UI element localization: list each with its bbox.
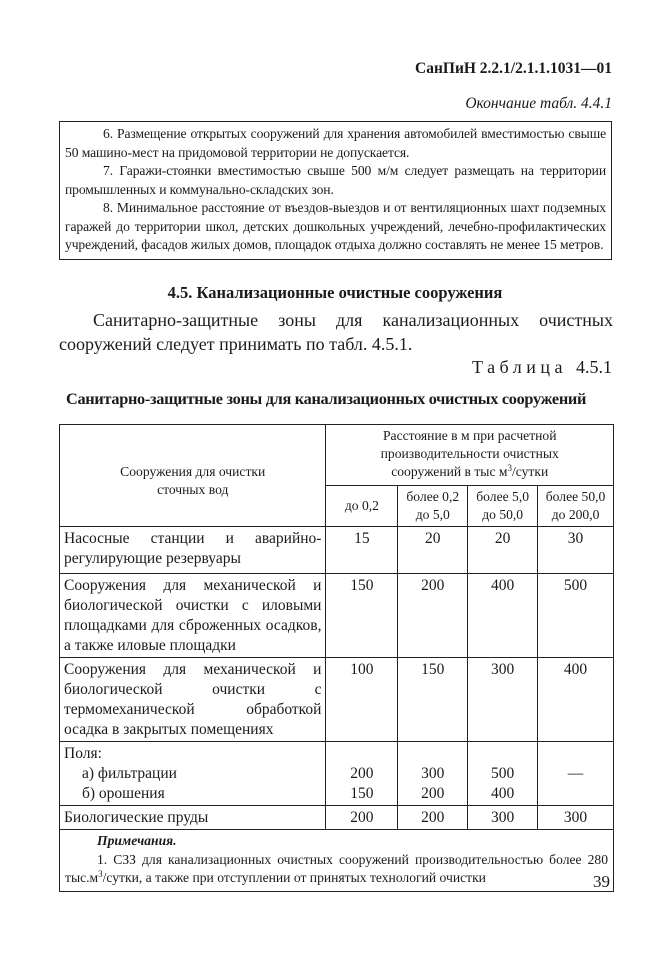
page-number: 39 — [593, 872, 610, 891]
row-label-fields — [60, 742, 326, 806]
cell-value — [398, 742, 468, 806]
col-header-line: до 200,0 — [551, 507, 600, 522]
cell-value: 300 — [468, 806, 538, 830]
section-title: 4.5. Канализационные очистные сооружения — [167, 283, 503, 302]
notes-title: Примечания. — [97, 833, 177, 848]
cell-value: 300 — [421, 765, 445, 782]
cell-value: 150 — [326, 574, 398, 658]
intro-paragraph: Санитарно-защитные зоны для канализационных очистных сооружений следует принимать по табл. 4.5.1. — [59, 310, 613, 354]
table-label: Таблица — [472, 357, 567, 377]
table-row — [60, 527, 614, 574]
col-header-line: до 0,2 — [344, 498, 379, 513]
note-text: /сутки, а также при отступлении от принятых технологий очистки — [102, 870, 486, 885]
cell-value: 400 — [468, 574, 538, 658]
col-header-line: более 0,2 — [406, 489, 460, 504]
cell-value: 200 — [398, 806, 468, 830]
table-row — [60, 658, 614, 742]
row-label: Биологические пруды — [60, 806, 326, 830]
table-row — [60, 806, 614, 830]
header-facilities-text: Сооружения для очистки сточных вод — [120, 463, 266, 497]
cell-value: 500 — [491, 765, 515, 782]
superscript: 3 — [98, 869, 103, 879]
cell-value: 200 — [398, 574, 468, 658]
row-label: Сооружения для механической и биологической очистки с иловыми площадками для сброженных осадков, а также иловые площадки — [60, 574, 326, 658]
note-text: 1. СЗЗ для канализационных очистных сооружений производительностью более 280 тыс.м — [65, 851, 608, 885]
cell-value: 400 — [491, 785, 515, 802]
cell-value: 20 — [398, 527, 468, 574]
cell-value: 400 — [538, 658, 614, 742]
col-header-line: более 50,0 — [545, 489, 606, 504]
cell-value: 300 — [468, 658, 538, 742]
superscript: 3 — [507, 463, 512, 473]
table-title: Санитарно-защитные зоны для канализационных очистных сооружений — [66, 389, 587, 408]
header-group-unit: /сутки — [511, 464, 549, 479]
note-item: 6. Размещение открытых сооружений для хранения автомобилей вместимостью свыше 50 машино-мест на придомовой территории не допускается. — [65, 126, 606, 160]
table-header-row — [60, 425, 614, 486]
cell-value: 20 — [468, 527, 538, 574]
col-header-line: до 5,0 — [415, 507, 450, 522]
header-group-text: Расстояние в м при расчетной производительности очистных сооружений в тыс м — [380, 428, 559, 479]
cell-value: 200 — [350, 765, 374, 782]
cell-value — [538, 742, 614, 806]
row-label: Поля: — [64, 745, 102, 762]
table-notes-row — [60, 830, 614, 892]
cell-value: 200 — [421, 785, 445, 802]
table-continuation-label: Окончание табл. 4.4.1 — [465, 95, 612, 112]
note-item: 8. Минимальное расстояние от въездов-выездов и от вентиляционных шахт подземных гаражей до территории школ, детских дошкольных учреждений, лечебно-профилактических учреждений, фасадов жилых домов, площадок отдыха должно составлять не менее 15 метров. — [65, 200, 606, 252]
cell-value: 150 — [350, 785, 374, 802]
row-label: Насосные станции и аварийно-регулирующие резервуары — [60, 527, 326, 574]
cell-value: 15 — [326, 527, 398, 574]
document-code: СанПиН 2.2.1/2.1.1.1031—01 — [415, 60, 612, 77]
table-number — [472, 357, 612, 378]
sanitary-zones-table — [59, 424, 614, 892]
previous-table-notes — [59, 121, 612, 260]
table-notes — [60, 830, 614, 892]
cell-value: — — [567, 765, 584, 782]
table-row — [60, 574, 614, 658]
cell-value: 30 — [538, 527, 614, 574]
col-header-line: более 5,0 — [476, 489, 530, 504]
section-intro — [59, 308, 613, 356]
row-label: Сооружения для механической и биологической очистки с термомеханической обработкой осадка в закрытых помещениях — [60, 658, 326, 742]
col-header — [468, 486, 538, 527]
cell-value — [326, 742, 398, 806]
note-item — [65, 851, 608, 888]
cell-value: 150 — [398, 658, 468, 742]
note-item: 7. Гаражи-стоянки вместимостью свыше 500 м/м следует размещать на территории промышленных и коммунально-складских зон. — [65, 163, 606, 197]
header-distance-group — [326, 425, 614, 486]
cell-value: 100 — [326, 658, 398, 742]
cell-value — [468, 742, 538, 806]
col-header — [398, 486, 468, 527]
table-row — [60, 742, 614, 806]
header-facilities — [60, 425, 326, 527]
col-header-line: до 50,0 — [482, 507, 524, 522]
cell-value: 200 — [326, 806, 398, 830]
cell-value: 300 — [538, 806, 614, 830]
cell-value: 500 — [538, 574, 614, 658]
sub-row-label: б) орошения — [82, 785, 165, 802]
col-header — [538, 486, 614, 527]
sub-row-label: а) фильтрации — [82, 765, 177, 782]
table-number-value: 4.5.1 — [576, 357, 612, 377]
col-header — [326, 486, 398, 527]
